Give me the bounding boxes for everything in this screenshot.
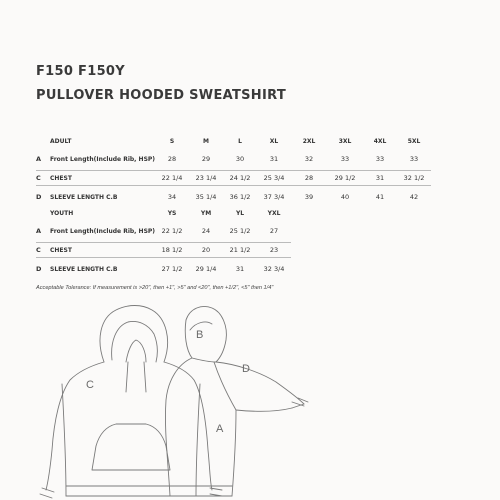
measure-value: 27 xyxy=(257,220,291,243)
measure-value: 22 1/2 xyxy=(155,220,189,243)
measure-value: 33 xyxy=(327,148,363,171)
measure-value: 30 xyxy=(223,148,257,171)
measure-value: 36 1/2 xyxy=(229,193,251,201)
measure-value: 41 xyxy=(375,193,385,201)
measure-value: 24 xyxy=(189,220,223,243)
size-header: 5XL xyxy=(407,137,421,145)
measure-value: 31 xyxy=(235,265,245,273)
measure-value: 33 xyxy=(363,148,397,171)
measure-value: 22 1/4 xyxy=(155,171,189,186)
measure-label: Front Length(Include Rib, HSP) xyxy=(50,220,155,243)
measure-label: CHEST xyxy=(50,171,155,186)
measure-code: A xyxy=(36,220,50,243)
measure-value: 33 xyxy=(397,148,431,171)
measure-value: 21 1/2 xyxy=(223,243,257,258)
measure-value: 32 3/4 xyxy=(263,265,285,273)
adult-heading: ADULT xyxy=(50,137,72,145)
measure-value: 25 3/4 xyxy=(257,171,291,186)
table-row xyxy=(36,171,431,186)
adult-header-row xyxy=(36,134,431,148)
measure-code: C xyxy=(36,171,50,186)
measure-value: 37 3/4 xyxy=(263,193,285,201)
measure-value: 29 1/2 xyxy=(327,171,363,186)
measure-value: 40 xyxy=(340,193,350,201)
measure-code: A xyxy=(36,148,50,171)
measure-code: C xyxy=(36,243,50,258)
size-header: M xyxy=(203,137,210,145)
hoodie-back-drawing xyxy=(165,307,308,497)
hoodie-diagram xyxy=(0,300,500,500)
measure-value: 20 xyxy=(189,243,223,258)
measure-value: 28 xyxy=(155,148,189,171)
size-header: YS xyxy=(167,209,177,217)
measure-value: 24 1/2 xyxy=(223,171,257,186)
measure-label: CHEST xyxy=(50,243,155,258)
size-header: YL xyxy=(235,209,245,217)
measure-value: 34 xyxy=(167,193,177,201)
size-header: 2XL xyxy=(302,137,316,145)
label-b: B xyxy=(196,329,204,341)
measure-value: 29 1/4 xyxy=(195,265,217,273)
table-row xyxy=(36,186,431,209)
measure-value: 29 xyxy=(189,148,223,171)
measure-code: D xyxy=(36,265,42,273)
hoodie-front-drawing xyxy=(40,306,222,499)
measure-value: 28 xyxy=(291,171,327,186)
size-header: L xyxy=(238,137,242,145)
label-c: C xyxy=(86,379,94,391)
measure-value: 32 1/2 xyxy=(397,171,431,186)
tolerance-note: Acceptable Tolerance: If measurement is >20", then +1", >5" and <20", then +1/2", <5" then 1/4" xyxy=(36,285,274,291)
model-number: F150 F150Y xyxy=(36,64,125,79)
measure-value: 42 xyxy=(409,193,419,201)
youth-heading: YOUTH xyxy=(50,209,74,217)
measure-value: 35 1/4 xyxy=(195,193,217,201)
measure-value: 23 xyxy=(257,243,291,258)
size-header: S xyxy=(169,137,175,145)
measure-label: SLEEVE LENGTH C.B xyxy=(50,193,118,201)
measure-code: D xyxy=(36,193,42,201)
measure-value: 39 xyxy=(304,193,314,201)
youth-header-row xyxy=(36,206,291,220)
youth-size-table xyxy=(36,206,291,280)
table-row xyxy=(36,220,291,243)
label-a: A xyxy=(216,423,224,435)
measure-value: 31 xyxy=(363,171,397,186)
size-header: YM xyxy=(200,209,212,217)
label-d: D xyxy=(242,363,250,375)
measure-value: 25 1/2 xyxy=(223,220,257,243)
measure-value: 32 xyxy=(291,148,327,171)
table-row xyxy=(36,258,291,281)
measure-value: 27 1/2 xyxy=(161,265,183,273)
size-header: 3XL xyxy=(338,137,352,145)
measure-value: 31 xyxy=(257,148,291,171)
measure-value: 18 1/2 xyxy=(155,243,189,258)
measure-value: 23 1/4 xyxy=(189,171,223,186)
table-row xyxy=(36,243,291,258)
measure-label: Front Length(Include Rib, HSP) xyxy=(50,148,155,171)
product-name: PULLOVER HOODED SWEATSHIRT xyxy=(36,88,287,103)
size-header: XL xyxy=(269,137,279,145)
table-row xyxy=(36,148,431,171)
size-header: YXL xyxy=(267,209,281,217)
adult-size-table xyxy=(36,134,431,208)
size-header: 4XL xyxy=(373,137,387,145)
measure-label: SLEEVE LENGTH C.B xyxy=(50,265,118,273)
